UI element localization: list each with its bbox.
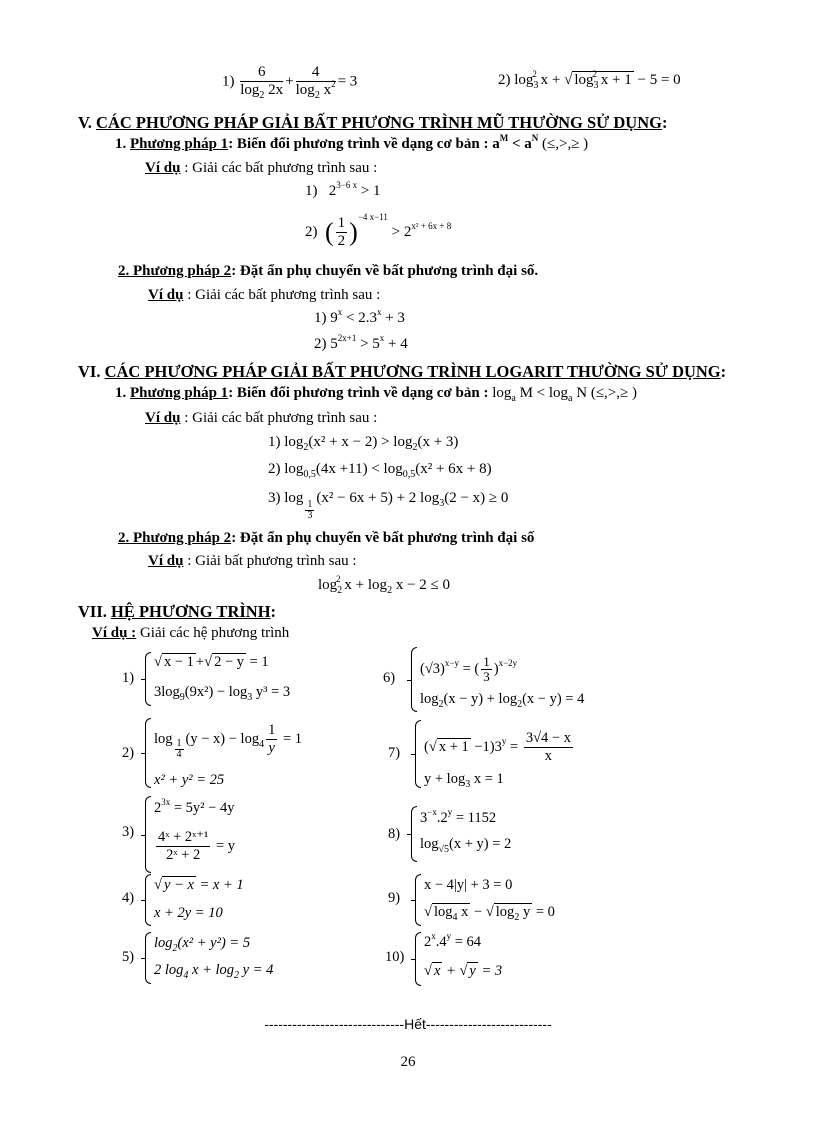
section-v-method-2: 2. Phương pháp 2: Đặt ẩn phụ chuyển về bất phương trình đại số. [118,263,539,279]
section-vi-method-2: 2. Phương pháp 2: Đặt ẩn phụ chuyển về bất phương trình đại số [118,530,535,546]
section-vii-heading: VII. HỆ PHƯƠNG TRÌNH: [78,602,277,621]
top-equation-2: 2) $\log_3^2 x$ + √ $\log_3^2 x + 1 - 5 = 0$ [498,69,681,91]
section-v-example-2: Ví dụ : Giải các bất phương trình sau : [148,287,381,303]
v-problem-2: 2) ( $\frac{1}{2}$ )$^{-4 x-11} > 2^{x^2 + 6x + 8}$ [305,211,452,249]
section-v-heading: V. CÁC PHƯƠNG PHÁP GIẢI BẤT PHƯƠNG TRÌNH MŨ THƯỜNG SỬ DỤNG: [78,113,668,132]
section-vii-example: Ví dụ : Giải các hệ phương trình [92,625,290,641]
section-v-example-1: Ví dụ : Giải các bất phương trình sau : [145,160,378,176]
top-equation-1: 1) $\frac{6}{\log_2 2x}$ + $\frac{4}{\log_2 x^2}$ = 3 [222,64,358,101]
v-q1: 1) $9^x < 2.3^x + 3$ [314,307,405,326]
vi-r1: 1) $\log_2(x^2 + x - 2) > \log_2(x + 3)$ [268,434,459,453]
vi-r2: 2) $\log_{0,5}(4x +11) < \log_{0,5}(x^2 + 6x + 8)$ [268,461,492,480]
end-marker: ------------------------------Hết--------------------------- [264,1016,552,1032]
v-problem-1: 1) $2^{3-6 x} > 1$ [305,180,381,199]
v-q2: 2) $5^{2x+1} > 5^x + 4$ [314,333,408,352]
vi-t1: $\log_2^2 x + \log_2 x - 2 \le 0$ [318,574,451,596]
vi-r3: 3) log $\frac{1}{3}$ (x² − 6x + 5) + 2 $\log_3(2 - x) \ge 0$ [268,489,509,521]
section-vi-example-1: Ví dụ : Giải các bất phương trình sau : [145,410,378,426]
page-number: 26 [400,1054,416,1070]
section-vi-method-1: 1. Phương pháp 1: Biến đổi phương trình về dạng cơ bản : $\log_a M < \log_a N$ (≤,>,≥ ) [115,385,637,404]
section-v-method-1: 1. Phương pháp 1: Biến đổi phương trình về dạng cơ bản : $a^M < a^N$ (≤,>,≥ ) [115,133,589,152]
section-vi-heading: VI. CÁC PHƯƠNG PHÁP GIẢI BẤT PHƯƠNG TRÌNH LOGARIT THƯỜNG SỬ DỤNG: [78,362,727,381]
section-vi-example-2: Ví dụ : Giải bất phương trình sau : [148,553,357,569]
